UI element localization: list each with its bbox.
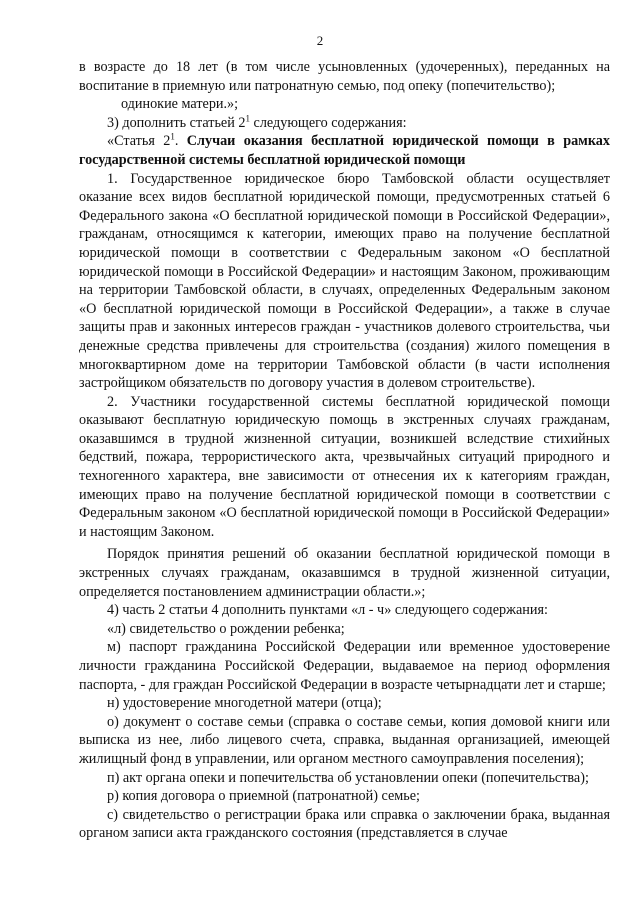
article-title: Случаи оказания бесплатной юридической помощи в рамках государственной системы бесплатной юридической помощи xyxy=(79,133,610,168)
list-item-s: с) свидетельство о регистрации брака или справка о заключении брака, выданная органом записи акта гражданского состояния (представляется в случае xyxy=(79,806,610,842)
article-label-dot: . xyxy=(174,133,187,150)
list-item-r: р) копия договора о приемной (патронатной) семье; xyxy=(107,788,420,805)
page-number: 2 xyxy=(316,33,324,48)
paragraph-single-mothers: одинокие матери.»; xyxy=(121,96,239,113)
list-item-p: п) акт органа опеки и попечительства об установлении опеки (попечительства); xyxy=(107,769,589,786)
amendment-3-superscript: 1 xyxy=(245,113,250,124)
document-body xyxy=(79,58,610,843)
paragraph-item-1: 1. Государственное юридическое бюро Тамбовской области осуществляет оказание всех видов бесплатной юридической помощи, предусмотренных статьей 6 Федерального закона «О бесплатной юридической помощи в Российской Федерации», гражданам, относящимся к категории, имеющих право на получение бесплатной юридической помощи в соответствии с Федеральным законом «О бесплатной юридической помощи в Российской Федерации» и настоящим Законом, проживающим на территории Тамбовской области, в случаях, определенных Федеральным законом «О бесплатной юридической помощи в Российской Федерации», а также в случае защиты прав и законных интересов граждан - участников долевого строительства, чьи денежные средства привлечены для строительства (создания) жилого помещения в многоквартирном доме на территории Тамбовской области (в части исполнения застройщиком обязательств по договору участия в долевом строительстве). xyxy=(79,170,610,392)
paragraph-age-continuation: в возрасте до 18 лет (в том числе усыновленных (удочеренных), переданных на воспитание в приемную или патронатную семью, под опеку (попечительство); xyxy=(79,59,610,94)
paragraph-item-2: 2. Участники государственной системы бесплатной юридической помощи оказывают бесплатную юридическую помощь в экстренных случаях гражданам, оказавшимся в трудной жизненной ситуации, возникшей вследствие стихийных бедствий, пожара, террористического акта, чрезвычайных ситуаций природного и техногенного характера, вне зависимости от отнесения их к категориям граждан, имеющих право на получение бесплатной юридической помощи в соответствии с Федеральным законом «О бесплатной юридической помощи в Российской Федерации» и настоящим Законом. xyxy=(79,393,610,540)
article-heading xyxy=(79,132,610,169)
paragraph-procedure: Порядок принятия решений об оказании бесплатной юридической помощи в экстренных случаях гражданам, оказавшимся в трудной жизненной ситуации, определяется постановлением администрации области.»; xyxy=(79,546,610,600)
paragraph-amendment-4: 4) часть 2 статьи 4 дополнить пунктами «л - ч» следующего содержания: xyxy=(107,602,548,619)
amendment-3-tail: следующего содержания: xyxy=(249,114,407,131)
paragraph-amendment-3 xyxy=(79,114,610,133)
article-superscript: 1 xyxy=(170,131,175,142)
list-item-n: н) удостоверение многодетной матери (отца); xyxy=(107,695,382,712)
list-item-m: м) паспорт гражданина Российской Федерации или временное удостоверение личности гражданина Российской Федерации, выдаваемое на период оформления паспорта, - для граждан Российской Федерации в возрасте четырнадцати лет и старше; xyxy=(79,639,610,693)
list-item-o: о) документ о составе семьи (справка о составе семьи, копия домовой книги или выписка из нее, либо лицевого счета, справка, выданная организацией, имеющей жилищный фонд в управлении, или органом местного самоуправления поселения); xyxy=(79,713,610,767)
amendment-3-text: 3) дополнить статьей 2 xyxy=(107,114,246,131)
article-label: «Статья 2 xyxy=(107,133,171,150)
list-item-l: «л) свидетельство о рождении ребенка; xyxy=(107,620,345,637)
